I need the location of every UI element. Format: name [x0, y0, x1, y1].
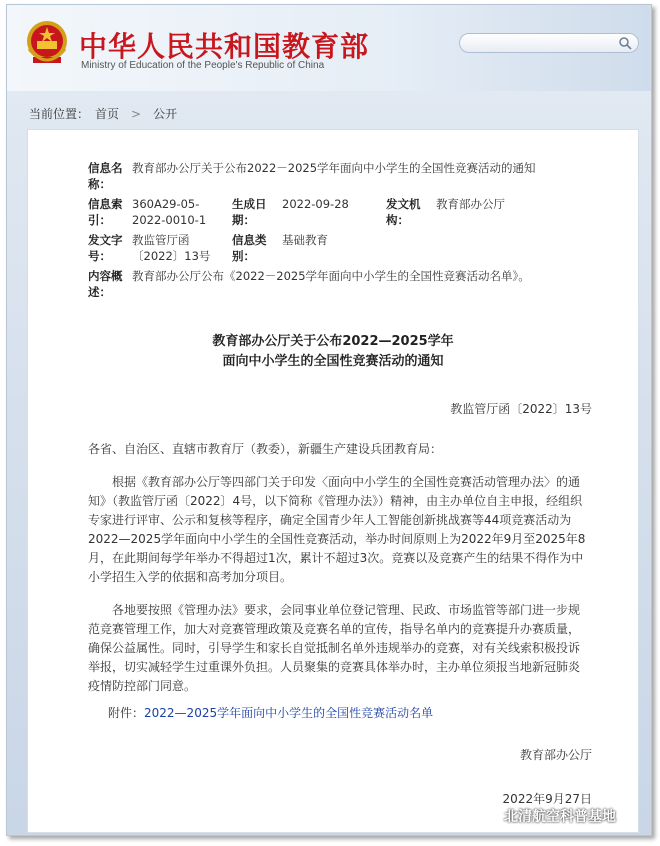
- breadcrumb-label: 当前位置：: [29, 107, 90, 121]
- meta-date-value: 2022-09-28: [282, 197, 349, 211]
- breadcrumb-separator: >: [131, 106, 142, 121]
- wechat-icon: [482, 808, 500, 824]
- document-paragraph-2: 各地要按照《管理办法》要求，会同事业单位登记管理、民政、市场监管等部门进一步规范竞赛管理工作，加大对竞赛管理政策及竞赛名单的宣传，指导名单内的竞赛提升办赛质量，确保公益属性。同时，引导学生和家长自觉抵制名单外违规举办的竞赛，对有关线索积极投诉举报，切实减轻学生过重课外负担。人员聚集的竞赛具体举办时，主办单位须报当地新冠肺炎疫情防控部门同意。: [88, 603, 581, 693]
- meta-row-name: [88, 160, 588, 192]
- document-title-line2: 面向中小学生的全国性竞赛活动的通知: [222, 354, 444, 369]
- document-body: [88, 440, 588, 710]
- meta-index-value: 360A29-05-2022-0010-1: [132, 197, 207, 227]
- attachment-link[interactable]: 2022—2025学年面向中小学生的全国性竞赛活动名单: [144, 706, 434, 720]
- meta-docno-label: 发文字号：: [88, 233, 123, 263]
- document-number: 教监管厅函〔2022〕13号: [450, 402, 592, 416]
- meta-summary-label: 内容概述：: [88, 269, 123, 299]
- search-input[interactable]: [470, 36, 610, 50]
- breadcrumb-current-link[interactable]: 公开: [153, 107, 178, 121]
- document-signer: 教育部办公厅: [519, 748, 592, 762]
- breadcrumb: [29, 105, 177, 122]
- site-header: [7, 5, 651, 91]
- site-title[interactable]: 中华人民共和国教育部: [79, 30, 370, 63]
- watermark-text: 北清航空科普基地: [504, 809, 616, 825]
- attachment-label: 附件：: [108, 706, 145, 720]
- article-panel: [27, 129, 639, 833]
- site-subtitle: Ministry of Education of the People's Republic of China: [81, 60, 325, 71]
- meta-category-value: 基础教育: [282, 233, 328, 247]
- meta-issuer-value: 教育部办公厅: [436, 197, 505, 211]
- meta-name-label: 信息名称：: [88, 161, 123, 191]
- attachment: [108, 704, 433, 721]
- document-title: [28, 332, 638, 372]
- document-paragraph-1: 根据《教育部办公厅等四部门关于印发〈面向中小学生的全国性竞赛活动管理办法〉的通知》（教监管厅函〔2022〕4号，以下简称《管理办法》）精神，由主办单位自主申报，经组织专家进行评审、公示和复核等程序，确定全国青少年人工智能创新挑战赛等44项竞赛活动为2022—2025学年面向中小学生的全国性竞赛活动，举办时间原则上为2022年9月至2025年8月，在此期间每学年举办不得超过1次，累计不超过3次。竞赛以及竞赛产生的结果不得作为中小学招生入学的依据和高考加分项目。: [88, 475, 586, 584]
- document-date: 2022年9月27日: [502, 792, 592, 806]
- national-emblem-icon[interactable]: [25, 19, 69, 67]
- breadcrumb-home-link[interactable]: 首页: [95, 107, 120, 121]
- meta-row-index: [88, 196, 588, 228]
- meta-summary-value: 教育部办公厅公布《2022－2025学年面向中小学生的全国性竞赛活动名单》。: [132, 269, 530, 283]
- meta-row-summary: [88, 268, 588, 300]
- document-salutation: 各省、自治区、直辖市教育厅（教委），新疆生产建设兵团教育局：: [88, 442, 443, 456]
- search-box[interactable]: [459, 33, 639, 53]
- meta-date-label: 生成日期：: [232, 197, 267, 227]
- meta-index-label: 信息索引：: [88, 197, 123, 227]
- document-title-line1: 教育部办公厅关于公布2022—2025学年: [212, 334, 454, 349]
- meta-docno-value: 教监管厅函〔2022〕13号: [132, 233, 211, 263]
- page-frame: [6, 4, 652, 836]
- watermark: [482, 806, 616, 826]
- meta-row-docno: [88, 232, 588, 264]
- meta-name-value: 教育部办公厅关于公布2022－2025学年面向中小学生的全国性竞赛活动的通知: [132, 161, 536, 175]
- meta-category-label: 信息类别：: [232, 233, 267, 263]
- search-icon[interactable]: [618, 36, 632, 50]
- meta-issuer-label: 发文机构：: [386, 197, 421, 227]
- meta-table: [88, 160, 588, 304]
